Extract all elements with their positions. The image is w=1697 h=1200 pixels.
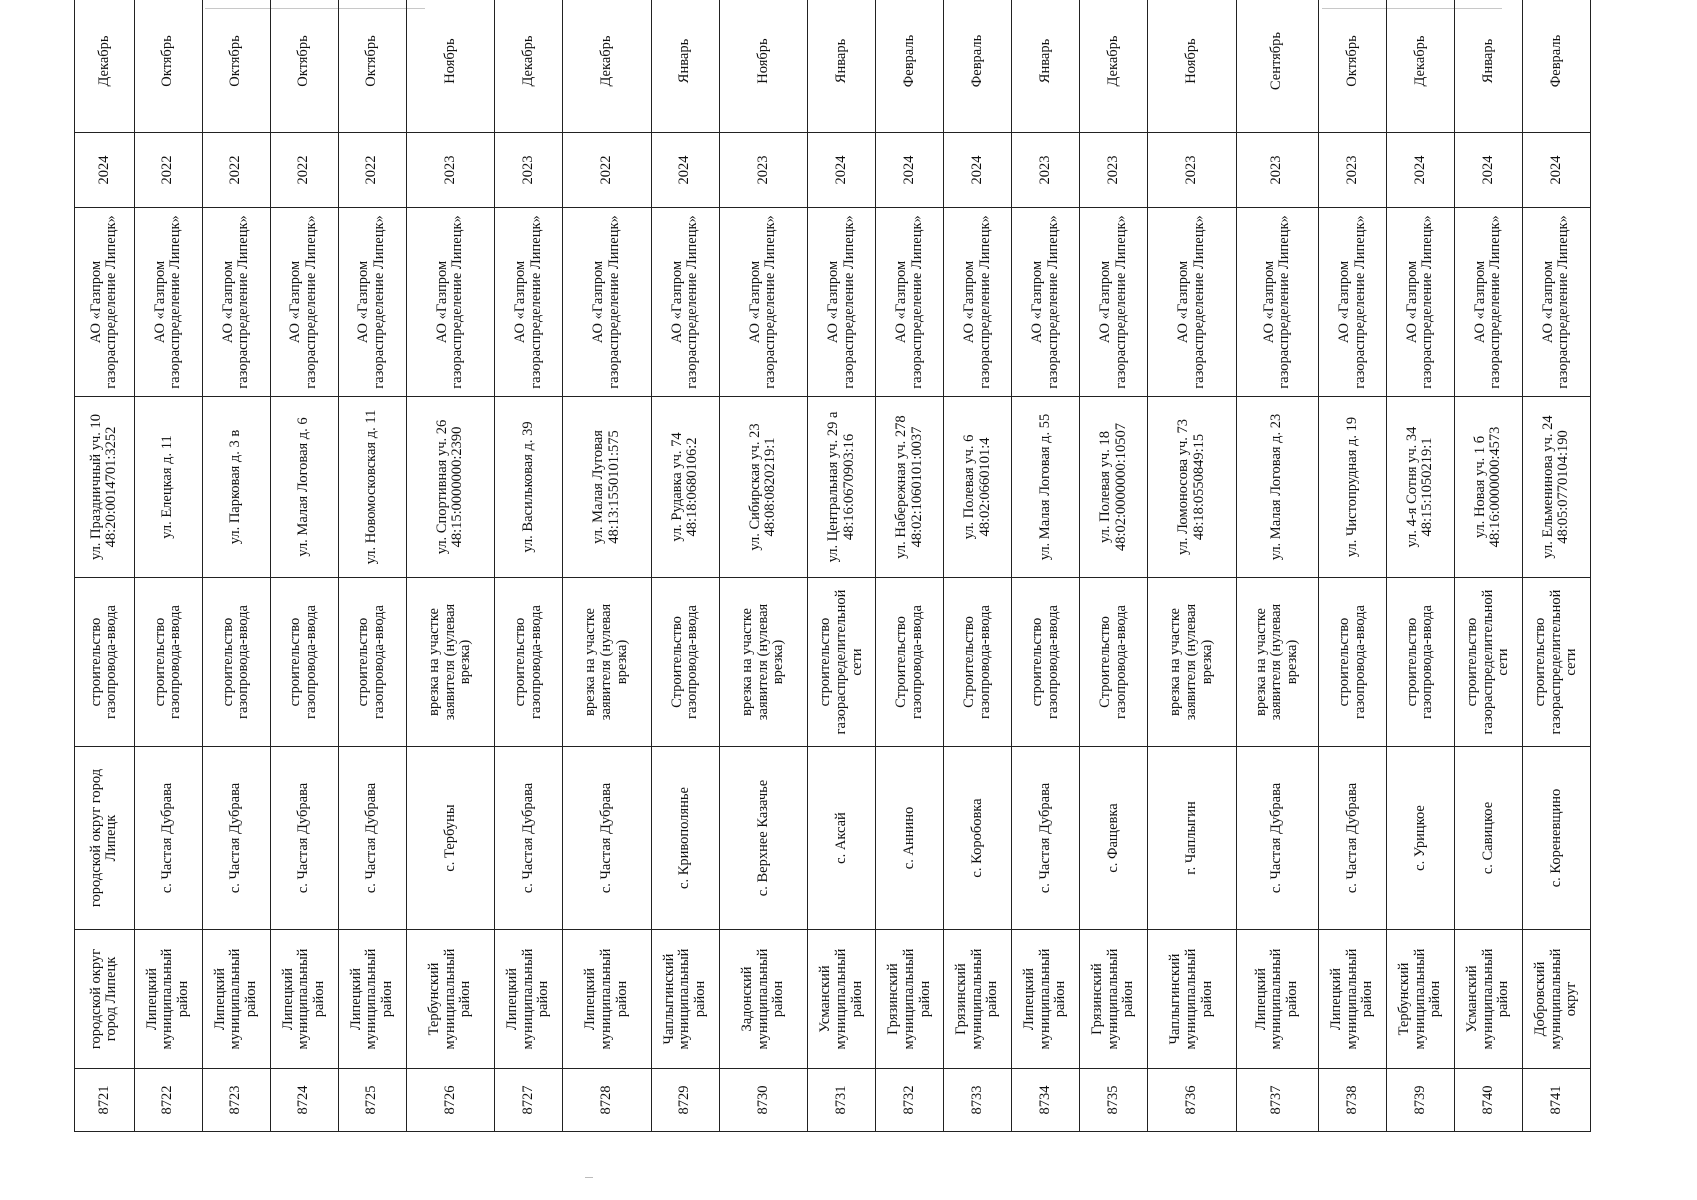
table-row <box>75 0 135 1132</box>
year-cell: 2024 <box>75 133 135 208</box>
year-cell: 2023 <box>406 133 495 208</box>
table-row <box>876 0 944 1132</box>
year-cell: 2024 <box>1386 133 1454 208</box>
work-type-cell: Строительство газопровода-ввода <box>1080 578 1148 747</box>
month-cell: Октябрь <box>202 0 270 133</box>
row-number: 8732 <box>876 1069 944 1132</box>
month-cell: Октябрь <box>134 0 202 133</box>
organization-cell: АО «Газпром газораспределение Липецк» <box>134 208 202 397</box>
organization-cell: АО «Газпром газораспределение Липецк» <box>876 208 944 397</box>
year-cell: 2023 <box>1319 133 1387 208</box>
month-cell: Декабрь <box>1080 0 1148 133</box>
organization-cell: АО «Газпром газораспределение Липецк» <box>1148 208 1237 397</box>
row-number: 8727 <box>495 1069 563 1132</box>
month-cell: Январь <box>808 0 876 133</box>
organization-cell: АО «Газпром газораспределение Липецк» <box>75 208 135 397</box>
address-cell: ул. Малая Луговая 48:13:1550101:575 <box>563 397 652 578</box>
organization-cell: АО «Газпром газораспределение Липецк» <box>1080 208 1148 397</box>
organization-cell: АО «Газпром газораспределение Липецк» <box>270 208 338 397</box>
organization-cell: АО «Газпром газораспределение Липецк» <box>495 208 563 397</box>
address-cell: ул. Новая уч. 1 б 48:16:0000000:4573 <box>1454 397 1522 578</box>
municipality-cell: Липецкий муниципальный район <box>1012 930 1080 1069</box>
row-number: 8730 <box>719 1069 808 1132</box>
year-cell: 2024 <box>944 133 1012 208</box>
work-type-cell: строительство газопровода-ввода <box>270 578 338 747</box>
year-cell: 2022 <box>202 133 270 208</box>
row-number: 8737 <box>1236 1069 1318 1132</box>
municipality-cell: Липецкий муниципальный район <box>563 930 652 1069</box>
municipality-cell: Липецкий муниципальный район <box>202 930 270 1069</box>
organization-cell: АО «Газпром газораспределение Липецк» <box>338 208 406 397</box>
row-number: 8721 <box>75 1069 135 1132</box>
year-cell: 2024 <box>876 133 944 208</box>
municipality-cell: Липецкий муниципальный район <box>338 930 406 1069</box>
year-cell: 2024 <box>651 133 719 208</box>
month-cell: Декабрь <box>563 0 652 133</box>
address-cell: ул. Набережная уч. 278 48:02:1060101:0037 <box>876 397 944 578</box>
month-cell: Февраль <box>876 0 944 133</box>
municipality-cell: городской округ город Липецк <box>75 930 135 1069</box>
year-cell: 2023 <box>1236 133 1318 208</box>
address-cell: ул. Праздничный уч. 10 48:20:0014701:3252 <box>75 397 135 578</box>
row-number: 8740 <box>1454 1069 1522 1132</box>
row-number: 8725 <box>338 1069 406 1132</box>
table-row <box>1148 0 1237 1132</box>
month-cell: Сентябрь <box>1236 0 1318 133</box>
year-cell: 2024 <box>1454 133 1522 208</box>
address-cell: ул. Малая Логовая д. 6 <box>270 397 338 578</box>
work-type-cell: Строительство газопровода-ввода <box>944 578 1012 747</box>
year-cell: 2024 <box>1522 133 1590 208</box>
work-type-cell: строительство газопровода-ввода <box>1319 578 1387 747</box>
table-row <box>406 0 495 1132</box>
table-row <box>1386 0 1454 1132</box>
address-cell: ул. Малая Логовая д. 23 <box>1236 397 1318 578</box>
address-cell: ул. Спортивная уч. 26 48:15:0000000:2390 <box>406 397 495 578</box>
work-type-cell: врезка на участке заявителя (нулевая врезка) <box>1148 578 1237 747</box>
municipality-cell: Чаплыгинский муниципальный район <box>651 930 719 1069</box>
table-row <box>1236 0 1318 1132</box>
organization-cell: АО «Газпром газораспределение Липецк» <box>563 208 652 397</box>
address-cell: ул. Рудавка уч. 74 48:18:0680106:2 <box>651 397 719 578</box>
work-type-cell: врезка на участке заявителя (нулевая врезка) <box>719 578 808 747</box>
row-number: 8729 <box>651 1069 719 1132</box>
year-cell: 2023 <box>1080 133 1148 208</box>
locality-cell: с. Фащевка <box>1080 747 1148 930</box>
gasification-schedule-table <box>74 0 1591 1132</box>
row-number: 8723 <box>202 1069 270 1132</box>
row-number: 8738 <box>1319 1069 1387 1132</box>
address-cell: ул. Сибирская уч. 23 48:08:0820219:1 <box>719 397 808 578</box>
work-type-cell: строительство газораспределительной сети <box>1454 578 1522 747</box>
work-type-cell: строительство газопровода-ввода <box>495 578 563 747</box>
locality-cell: г. Чаплыгин <box>1148 747 1237 930</box>
table-row <box>1012 0 1080 1132</box>
address-cell: ул. Полевая уч. 6 48:02:0660101:4 <box>944 397 1012 578</box>
row-number: 8722 <box>134 1069 202 1132</box>
work-type-cell: врезка на участке заявителя (нулевая врезка) <box>406 578 495 747</box>
organization-cell: АО «Газпром газораспределение Липецк» <box>1012 208 1080 397</box>
month-cell: Февраль <box>1522 0 1590 133</box>
table-row <box>808 0 876 1132</box>
table-row <box>1522 0 1590 1132</box>
address-cell: ул. 4-я Сотня уч. 34 48:15:1050219:1 <box>1386 397 1454 578</box>
organization-cell: АО «Газпром газораспределение Липецк» <box>202 208 270 397</box>
month-cell: Октябрь <box>338 0 406 133</box>
month-cell: Октябрь <box>270 0 338 133</box>
address-cell: ул. Ломоносова уч. 73 48:18:0550849:15 <box>1148 397 1237 578</box>
month-cell: Ноябрь <box>719 0 808 133</box>
work-type-cell: врезка на участке заявителя (нулевая врезка) <box>563 578 652 747</box>
month-cell: Декабрь <box>1386 0 1454 133</box>
locality-cell: с. Верхнее Казачье <box>719 747 808 930</box>
month-cell: Январь <box>651 0 719 133</box>
locality-cell: с. Частая Дубрава <box>1236 747 1318 930</box>
year-cell: 2023 <box>1012 133 1080 208</box>
locality-cell: с. Частая Дубрава <box>1319 747 1387 930</box>
organization-cell: АО «Газпром газораспределение Липецк» <box>1236 208 1318 397</box>
municipality-cell: Грязинский муниципальный район <box>1080 930 1148 1069</box>
municipality-cell: Липецкий муниципальный район <box>270 930 338 1069</box>
year-cell: 2022 <box>270 133 338 208</box>
organization-cell: АО «Газпром газораспределение Липецк» <box>1522 208 1590 397</box>
address-cell: ул. Елецкая д. 11 <box>134 397 202 578</box>
organization-cell: АО «Газпром газораспределение Липецк» <box>1454 208 1522 397</box>
month-cell: Февраль <box>944 0 1012 133</box>
locality-cell: с. Аксай <box>808 747 876 930</box>
row-number: 8726 <box>406 1069 495 1132</box>
table-row <box>134 0 202 1132</box>
scan-artifact-dot <box>585 1177 593 1178</box>
locality-cell: с. Частая Дубрава <box>134 747 202 930</box>
locality-cell: с. Урицкое <box>1386 747 1454 930</box>
municipality-cell: Липецкий муниципальный район <box>134 930 202 1069</box>
municipality-cell: Добровский муниципальный округ <box>1522 930 1590 1069</box>
work-type-cell: строительство газопровода-ввода <box>1386 578 1454 747</box>
locality-cell: с. Кореневщино <box>1522 747 1590 930</box>
address-cell: ул. Парковая д. 3 в <box>202 397 270 578</box>
row-number: 8728 <box>563 1069 652 1132</box>
work-type-cell: строительство газораспределительной сети <box>808 578 876 747</box>
work-type-cell: врезка на участке заявителя (нулевая врезка) <box>1236 578 1318 747</box>
municipality-cell: Тербунский муниципальный район <box>406 930 495 1069</box>
work-type-cell: Строительство газопровода-ввода <box>876 578 944 747</box>
row-number: 8741 <box>1522 1069 1590 1132</box>
municipality-cell: Чаплыгинский муниципальный район <box>1148 930 1237 1069</box>
locality-cell: с. Частая Дубрава <box>495 747 563 930</box>
locality-cell: с. Частая Дубрава <box>202 747 270 930</box>
work-type-cell: строительство газораспределительной сети <box>1522 578 1590 747</box>
table-row <box>719 0 808 1132</box>
year-cell: 2022 <box>338 133 406 208</box>
locality-cell: с. Частая Дубрава <box>270 747 338 930</box>
table-row <box>338 0 406 1132</box>
month-cell: Ноябрь <box>406 0 495 133</box>
municipality-cell: Липецкий муниципальный район <box>1236 930 1318 1069</box>
table-row <box>651 0 719 1132</box>
address-cell: ул. Васильковая д. 39 <box>495 397 563 578</box>
locality-cell: с. Частая Дубрава <box>338 747 406 930</box>
month-cell: Октябрь <box>1319 0 1387 133</box>
row-number: 8736 <box>1148 1069 1237 1132</box>
municipality-cell: Липецкий муниципальный район <box>1319 930 1387 1069</box>
locality-cell: с. Частая Дубрава <box>563 747 652 930</box>
organization-cell: АО «Газпром газораспределение Липецк» <box>808 208 876 397</box>
month-cell: Январь <box>1012 0 1080 133</box>
month-cell: Декабрь <box>495 0 563 133</box>
month-cell: Январь <box>1454 0 1522 133</box>
table-row <box>202 0 270 1132</box>
municipality-cell: Усманский муниципальный район <box>808 930 876 1069</box>
locality-cell: с. Кривополянье <box>651 747 719 930</box>
municipality-cell: Усманский муниципальный район <box>1454 930 1522 1069</box>
month-cell: Декабрь <box>75 0 135 133</box>
table-row <box>270 0 338 1132</box>
year-cell: 2023 <box>495 133 563 208</box>
work-type-cell: строительство газопровода-ввода <box>1012 578 1080 747</box>
year-cell: 2022 <box>563 133 652 208</box>
table-row <box>1080 0 1148 1132</box>
row-number: 8735 <box>1080 1069 1148 1132</box>
work-type-cell: строительство газопровода-ввода <box>202 578 270 747</box>
row-number: 8724 <box>270 1069 338 1132</box>
address-cell: ул. Полевая уч. 18 48:02:0000000:10507 <box>1080 397 1148 578</box>
rotated-table-container <box>74 31 1591 1132</box>
organization-cell: АО «Газпром газораспределение Липецк» <box>1319 208 1387 397</box>
organization-cell: АО «Газпром газораспределение Липецк» <box>719 208 808 397</box>
address-cell: ул. Центральная уч. 29 а 48:16:0670903:16 <box>808 397 876 578</box>
locality-cell: с. Савицкое <box>1454 747 1522 930</box>
municipality-cell: Грязинский муниципальный район <box>876 930 944 1069</box>
locality-cell: с. Коробовка <box>944 747 1012 930</box>
municipality-cell: Задонский муниципальный район <box>719 930 808 1069</box>
year-cell: 2022 <box>134 133 202 208</box>
table-row <box>944 0 1012 1132</box>
row-number: 8734 <box>1012 1069 1080 1132</box>
work-type-cell: Строительство газопровода-ввода <box>651 578 719 747</box>
address-cell: ул. Ельмениновa уч. 24 48:05:0770104:190 <box>1522 397 1590 578</box>
table-row <box>495 0 563 1132</box>
work-type-cell: строительство газопровода-ввода <box>75 578 135 747</box>
month-cell: Ноябрь <box>1148 0 1237 133</box>
row-number: 8731 <box>808 1069 876 1132</box>
locality-cell: городской округ город Липецк <box>75 747 135 930</box>
work-type-cell: строительство газопровода-ввода <box>134 578 202 747</box>
locality-cell: с. Частая Дубрава <box>1012 747 1080 930</box>
table-row <box>1454 0 1522 1132</box>
year-cell: 2024 <box>808 133 876 208</box>
municipality-cell: Грязинский муниципальный район <box>944 930 1012 1069</box>
locality-cell: с. Аннино <box>876 747 944 930</box>
organization-cell: АО «Газпром газораспределение Липецк» <box>651 208 719 397</box>
municipality-cell: Тербунский муниципальный район <box>1386 930 1454 1069</box>
organization-cell: АО «Газпром газораспределение Липецк» <box>406 208 495 397</box>
organization-cell: АО «Газпром газораспределение Липецк» <box>944 208 1012 397</box>
year-cell: 2023 <box>719 133 808 208</box>
work-type-cell: строительство газопровода-ввода <box>338 578 406 747</box>
address-cell: ул. Новомосковская д. 11 <box>338 397 406 578</box>
table-row <box>1319 0 1387 1132</box>
table-row <box>563 0 652 1132</box>
locality-cell: с. Тербуны <box>406 747 495 930</box>
row-number: 8733 <box>944 1069 1012 1132</box>
row-number: 8739 <box>1386 1069 1454 1132</box>
organization-cell: АО «Газпром газораспределение Липецк» <box>1386 208 1454 397</box>
address-cell: ул. Чистопрудная д. 19 <box>1319 397 1387 578</box>
address-cell: ул. Малая Логовая д. 55 <box>1012 397 1080 578</box>
year-cell: 2023 <box>1148 133 1237 208</box>
municipality-cell: Липецкий муниципальный район <box>495 930 563 1069</box>
